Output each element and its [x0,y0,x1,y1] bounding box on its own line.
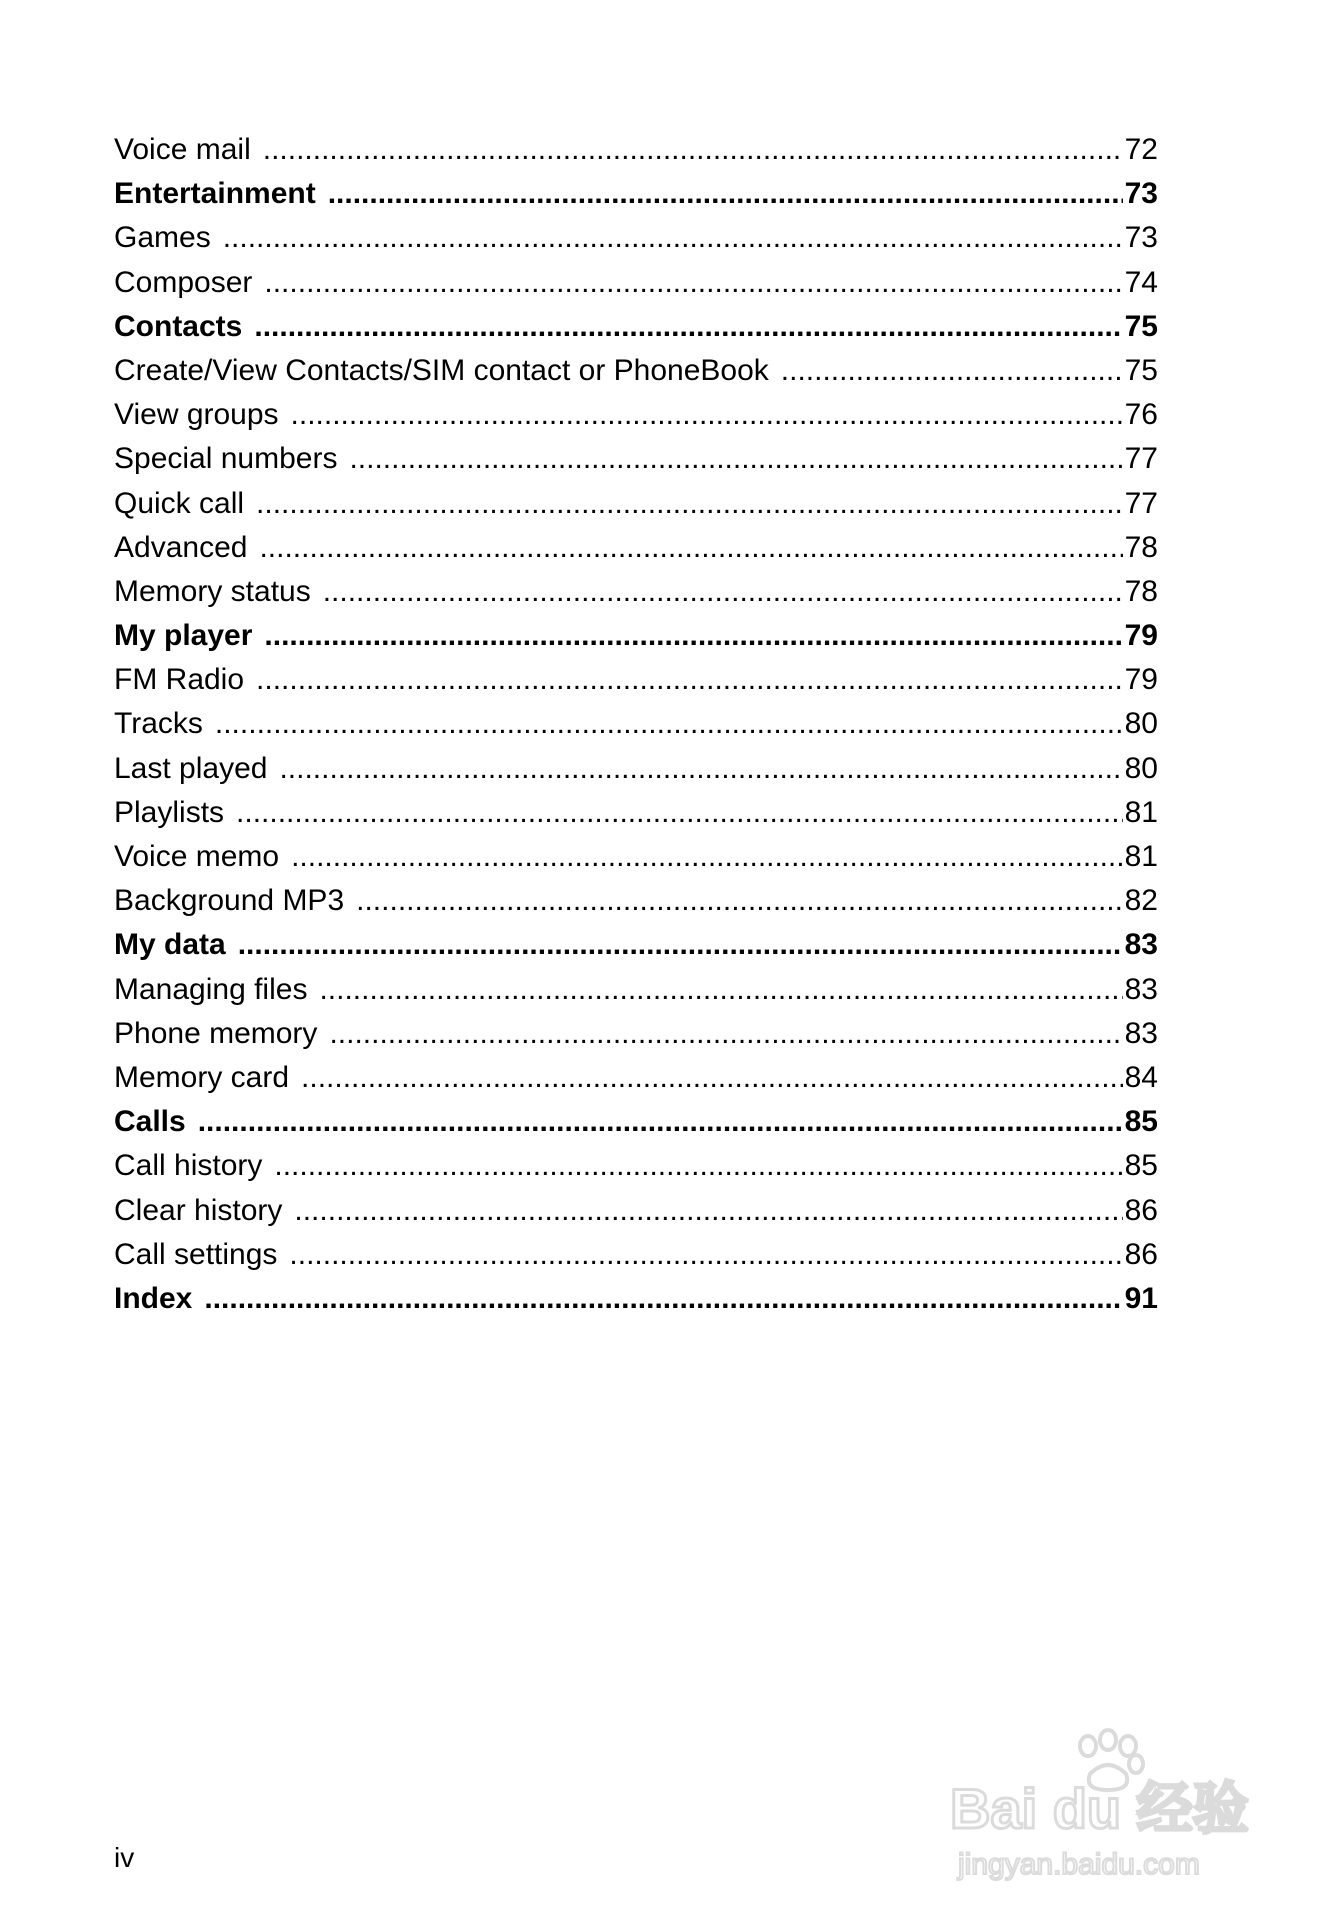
toc-entry-page: 78 [1124,530,1158,564]
toc-entry [114,437,1158,481]
toc-entry-title: Background MP3 [114,884,345,918]
toc-dot-leader [254,305,1122,349]
toc-dot-leader [264,261,1122,305]
toc-entry-title: Games [114,221,211,255]
toc-entry-title: Composer [114,265,253,299]
toc-entry-page: 85 [1124,1149,1158,1183]
toc-dot-leader [289,1233,1122,1277]
toc-entry [114,393,1158,437]
toc-entry [114,526,1158,570]
toc-entry-title: Contacts [114,309,243,343]
toc-entry [114,349,1158,393]
toc-dot-leader [781,349,1123,393]
toc-entry [114,1056,1158,1100]
toc-entry [114,835,1158,879]
toc-entry-title: Quick call [114,486,245,520]
toc-dot-leader [204,1277,1122,1321]
toc-entry [114,1012,1158,1056]
toc-entry-title: Call history [114,1149,263,1183]
toc-entry-page: 75 [1124,309,1158,343]
toc-entry-page: 77 [1124,442,1158,476]
toc-entry-page: 78 [1124,574,1158,608]
toc-dot-leader [264,614,1122,658]
toc-entry [114,128,1158,172]
toc-entry-title: Entertainment [114,177,316,211]
toc-entry-page: 83 [1124,928,1158,962]
toc-entry-page: 82 [1124,884,1158,918]
toc-dot-leader [329,1012,1122,1056]
toc-dot-leader [294,1189,1122,1233]
toc-section-entry [114,1277,1158,1321]
toc-entry-title: Tracks [114,707,203,741]
toc-entry-page: 85 [1124,1105,1158,1139]
toc-entry-title: FM Radio [114,663,245,697]
toc-entry-page: 86 [1124,1193,1158,1227]
toc-entry-page: 76 [1124,398,1158,432]
toc-section-entry [114,1100,1158,1144]
toc-dot-leader [198,1100,1123,1144]
toc-dot-leader [279,747,1122,791]
toc-entry-page: 74 [1124,265,1158,299]
toc-entry [114,968,1158,1012]
toc-entry-page: 80 [1124,751,1158,785]
toc-dot-leader [301,1056,1123,1100]
toc-entry-page: 80 [1124,707,1158,741]
toc-dot-leader [259,526,1122,570]
page-number: iv [114,1842,135,1873]
toc-entry-title: Last played [114,751,268,785]
toc-entry [114,658,1158,702]
toc-entry-title: Index [114,1281,193,1315]
toc-entry [114,482,1158,526]
toc-entry-title: Playlists [114,795,225,829]
toc-entry-title: My player [114,619,253,653]
toc-entry [114,570,1158,614]
table-of-contents [114,128,1158,1321]
toc-entry-title: Calls [114,1105,186,1139]
toc-dot-leader [223,216,1123,260]
toc-entry-page: 84 [1124,1060,1158,1094]
toc-entry-title: Memory card [114,1060,290,1094]
watermark-brand: Bai du 经验 [950,1777,1249,1840]
toc-dot-leader [328,172,1123,216]
toc-entry-page: 72 [1124,133,1158,166]
toc-dot-leader [291,393,1123,437]
toc-dot-leader [256,482,1123,526]
toc-entry-page: 73 [1124,221,1158,255]
toc-entry-title: Voice memo [114,840,280,873]
toc-entry-title: Call settings [114,1237,278,1271]
toc-entry-page: 75 [1124,353,1158,387]
toc-dot-leader [236,791,1123,835]
toc-dot-leader [291,835,1123,879]
toc-entry-page: 79 [1124,663,1158,697]
toc-entry-title: Voice mail [114,133,251,166]
toc-entry-page: 81 [1124,795,1158,829]
toc-entry-title: View groups [114,398,279,432]
toc-entry-page: 77 [1124,486,1158,520]
toc-entry [114,216,1158,260]
toc-entry-title: Managing files [114,972,308,1006]
toc-dot-leader [215,702,1123,746]
toc-entry-page: 91 [1124,1281,1158,1315]
toc-entry-page: 86 [1124,1237,1158,1271]
toc-dot-leader [356,879,1122,923]
toc-dot-leader [319,968,1122,1012]
toc-section-entry [114,923,1158,967]
toc-entry-title: Memory status [114,574,311,608]
toc-entry-title: Create/View Contacts/SIM contact or PhoneBook [114,353,769,387]
baidu-jingyan-watermark [940,1728,1260,1888]
toc-dot-leader [349,437,1122,481]
toc-entry [114,261,1158,305]
toc-entry [114,702,1158,746]
toc-entry-page: 83 [1124,1016,1158,1050]
toc-dot-leader [323,570,1123,614]
toc-entry-title: Phone memory [114,1016,318,1050]
toc-entry [114,1233,1158,1277]
toc-entry-page: 83 [1124,972,1158,1006]
toc-section-entry [114,614,1158,658]
toc-entry-title: My data [114,928,226,962]
toc-entry [114,879,1158,923]
toc-entry-title: Clear history [114,1193,283,1227]
toc-dot-leader [256,658,1123,702]
toc-entry-title: Special numbers [114,442,338,476]
toc-entry-page: 73 [1124,177,1158,211]
toc-entry [114,1189,1158,1233]
toc-entry-page: 79 [1124,619,1158,653]
toc-dot-leader [238,923,1123,967]
toc-entry [114,747,1158,791]
toc-entry [114,1144,1158,1188]
toc-entry-title: Advanced [114,530,248,564]
toc-dot-leader [263,128,1123,172]
toc-dot-leader [274,1144,1122,1188]
toc-section-entry [114,172,1158,216]
toc-entry-page: 81 [1124,840,1158,873]
toc-section-entry [114,305,1158,349]
watermark-url: jingyan.baidu.com [958,1848,1200,1881]
toc-entry [114,791,1158,835]
